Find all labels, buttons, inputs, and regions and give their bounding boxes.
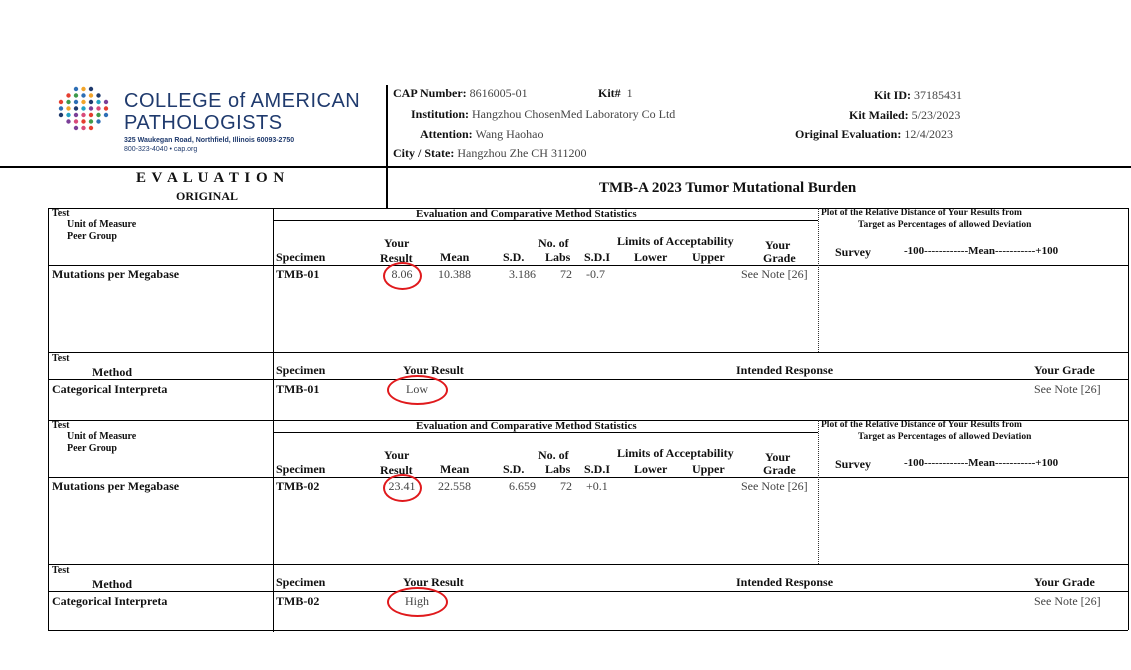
logo-dot: [66, 106, 70, 110]
row-sd: 6.659: [509, 479, 536, 493]
col-lower: Lower: [634, 462, 668, 476]
result-highlight-circle: [383, 262, 422, 290]
row-your-result: 23.41: [388, 479, 416, 493]
stats-title: Evaluation and Comparative Method Statistics: [416, 208, 637, 220]
cap-dots-logo-icon: [55, 85, 115, 135]
cap-number: CAP Number: 8616005-01: [393, 86, 528, 100]
col-divider: [273, 420, 274, 564]
col-your: Your: [384, 448, 410, 462]
cat-row-test: Categorical Interpreta: [52, 594, 168, 608]
col-sdi: S.D.I: [584, 250, 611, 264]
cat-row-grade: See Note [26]: [1034, 594, 1101, 608]
col-limits: Limits of Acceptability: [617, 446, 734, 460]
result-highlight-circle: [387, 587, 448, 617]
logo-dot: [74, 93, 78, 97]
plot-title-1: Plot of the Relative Distance of Your Results from: [821, 420, 1022, 430]
col-divider: [273, 208, 274, 352]
plot-title-2: Target as Percentages of allowed Deviation: [858, 432, 1032, 442]
header-bottom-rule: [48, 477, 1128, 478]
logo-dot: [81, 93, 85, 97]
logo-dot: [74, 100, 78, 104]
logo-dot: [81, 87, 85, 91]
logo-dot: [66, 113, 70, 117]
cat-top-rule: [48, 564, 1128, 565]
result-highlight-circle: [383, 474, 422, 502]
logo-dot: [59, 106, 63, 110]
col-your-grade-top: Your: [765, 238, 791, 252]
logo-dot: [66, 100, 70, 104]
table-bottom-rule: [48, 630, 1128, 631]
logo-dot: [89, 87, 93, 91]
stats-title: Evaluation and Comparative Method Statistics: [416, 420, 637, 432]
col-result: Result: [380, 251, 413, 265]
row-mean: 10.388: [438, 267, 471, 281]
logo-dot: [81, 106, 85, 110]
logo-dot: [96, 93, 100, 97]
cat-col-specimen: Specimen: [276, 575, 326, 589]
cat-header-rule: [48, 591, 1128, 592]
logo-dot: [89, 100, 93, 104]
cat-col-intended: Intended Response: [736, 363, 834, 377]
row-labs: 72: [560, 267, 572, 281]
row-labs: 72: [560, 479, 572, 493]
attention: Attention: Wang Haohao: [420, 127, 544, 141]
cat-col-your-grade: Your Grade: [1034, 363, 1095, 377]
cat-col-specimen: Specimen: [276, 363, 326, 377]
cat-col-test: Test: [52, 353, 70, 364]
cat-top-rule: [48, 352, 1128, 353]
org-address: 325 Waukegan Road, Northfield, Illinois 60093-2750: [124, 137, 295, 144]
stats-title-rule: [273, 220, 818, 221]
col-your-grade-top: Your: [765, 450, 791, 464]
row-sd: 3.186: [509, 267, 536, 281]
col-upper: Upper: [692, 250, 725, 264]
col-test: Test: [52, 420, 70, 431]
logo-dot: [74, 119, 78, 123]
logo-dot: [96, 113, 100, 117]
stats-title-rule: [273, 432, 818, 433]
plot-divider: [818, 420, 819, 564]
logo-dot: [104, 106, 108, 110]
col-grade: Grade: [763, 251, 796, 265]
logo-dot: [74, 106, 78, 110]
col-no-of: No. of: [538, 236, 569, 250]
logo-dot: [89, 113, 93, 117]
table-left-border: [48, 208, 49, 630]
col-labs: Labs: [545, 462, 571, 476]
evaluation-subtitle: ORIGINAL: [176, 189, 239, 203]
col-grade: Grade: [763, 463, 796, 477]
col-peer-group: Peer Group: [67, 231, 117, 242]
logo-dot: [89, 119, 93, 123]
cat-row-your-result: Low: [406, 382, 428, 396]
evaluation-title: E V A L U A T I O N: [136, 170, 286, 186]
plot-survey: Survey: [835, 457, 871, 471]
cat-col-divider: [273, 564, 274, 632]
org-name-line1: COLLEGE of AMERICAN: [124, 90, 361, 112]
row-your-result: 8.06: [391, 267, 413, 281]
cat-col-method: Method: [92, 577, 132, 591]
cat-col-intended: Intended Response: [736, 575, 834, 589]
row-grade: See Note [26]: [741, 479, 808, 493]
row-test-name: Mutations per Megabase: [52, 479, 180, 493]
logo-dot: [89, 93, 93, 97]
header-divider: [386, 85, 388, 209]
logo-dot: [74, 113, 78, 117]
row-specimen: TMB-02: [276, 479, 320, 493]
institution: Institution: Hangzhou ChosenMed Laboratory Co Ltd: [411, 107, 676, 121]
kit-number: Kit# 1: [598, 86, 633, 100]
col-upper: Upper: [692, 462, 725, 476]
plot-scale: -100------------Mean-----------+100: [904, 457, 1059, 469]
logo-dot: [74, 87, 78, 91]
row-mean: 22.558: [438, 479, 471, 493]
cat-col-your-grade: Your Grade: [1034, 575, 1095, 589]
logo-dot: [96, 100, 100, 104]
col-unit: Unit of Measure: [67, 219, 137, 230]
cat-row-test: Categorical Interpreta: [52, 382, 168, 396]
row-sdi: +0.1: [586, 479, 608, 493]
col-sdi: S.D.I: [584, 462, 611, 476]
logo-dot: [66, 119, 70, 123]
row-grade: See Note [26]: [741, 267, 808, 281]
logo-dot: [104, 113, 108, 117]
logo-dot: [96, 119, 100, 123]
survey-title: TMB-A 2023 Tumor Mutational Burden: [599, 180, 857, 196]
org-contact: 800-323-4040 • cap.org: [124, 146, 198, 153]
logo-dot: [96, 106, 100, 110]
col-sd: S.D.: [503, 250, 525, 264]
plot-title-2: Target as Percentages of allowed Deviation: [858, 220, 1032, 230]
row-test-name: Mutations per Megabase: [52, 267, 180, 281]
plot-title-1: Plot of the Relative Distance of Your Results from: [821, 208, 1022, 218]
cat-col-your-result: Your Result: [403, 363, 464, 377]
col-labs: Labs: [545, 250, 571, 264]
cat-row-your-result: High: [405, 594, 429, 608]
cat-row-specimen: TMB-01: [276, 382, 320, 396]
result-highlight-circle: [387, 375, 448, 405]
logo-dot: [89, 126, 93, 130]
cat-row-grade: See Note [26]: [1034, 382, 1101, 396]
plot-scale: -100------------Mean-----------+100: [904, 245, 1059, 257]
logo-dot: [81, 100, 85, 104]
col-result: Result: [380, 463, 413, 477]
col-sd: S.D.: [503, 462, 525, 476]
cat-col-your-result: Your Result: [403, 575, 464, 589]
table-right-border: [1128, 208, 1129, 630]
cat-header-rule: [48, 379, 1128, 380]
col-specimen: Specimen: [276, 462, 326, 476]
col-peer-group: Peer Group: [67, 443, 117, 454]
col-unit: Unit of Measure: [67, 431, 137, 442]
cat-col-method: Method: [92, 365, 132, 379]
logo-dot: [104, 100, 108, 104]
plot-survey: Survey: [835, 245, 871, 259]
cat-row-specimen: TMB-02: [276, 594, 320, 608]
col-lower: Lower: [634, 250, 668, 264]
logo-dot: [89, 106, 93, 110]
header-rule: [0, 166, 1131, 168]
col-no-of: No. of: [538, 448, 569, 462]
logo-dot: [81, 119, 85, 123]
row-sdi: -0.7: [586, 267, 605, 281]
logo-dot: [81, 126, 85, 130]
row-specimen: TMB-01: [276, 267, 320, 281]
col-mean: Mean: [440, 250, 470, 264]
logo-dot: [74, 126, 78, 130]
header-bottom-rule: [48, 265, 1128, 266]
col-your: Your: [384, 236, 410, 250]
cat-col-divider: [273, 352, 274, 420]
org-name-line2: PATHOLOGISTS: [124, 112, 283, 134]
col-mean: Mean: [440, 462, 470, 476]
kit-mailed: Kit Mailed: 5/23/2023: [849, 108, 961, 122]
logo-dot: [81, 113, 85, 117]
kit-id: Kit ID: 37185431: [874, 88, 962, 102]
col-limits: Limits of Acceptability: [617, 234, 734, 248]
col-test: Test: [52, 208, 70, 219]
logo-dot: [66, 93, 70, 97]
original-evaluation: Original Evaluation: 12/4/2023: [795, 127, 954, 141]
city-state: City / State: Hangzhou Zhe CH 311200: [393, 146, 587, 160]
cat-col-test: Test: [52, 565, 70, 576]
logo-dot: [59, 113, 63, 117]
col-specimen: Specimen: [276, 250, 326, 264]
logo-dot: [59, 100, 63, 104]
plot-divider: [818, 208, 819, 352]
